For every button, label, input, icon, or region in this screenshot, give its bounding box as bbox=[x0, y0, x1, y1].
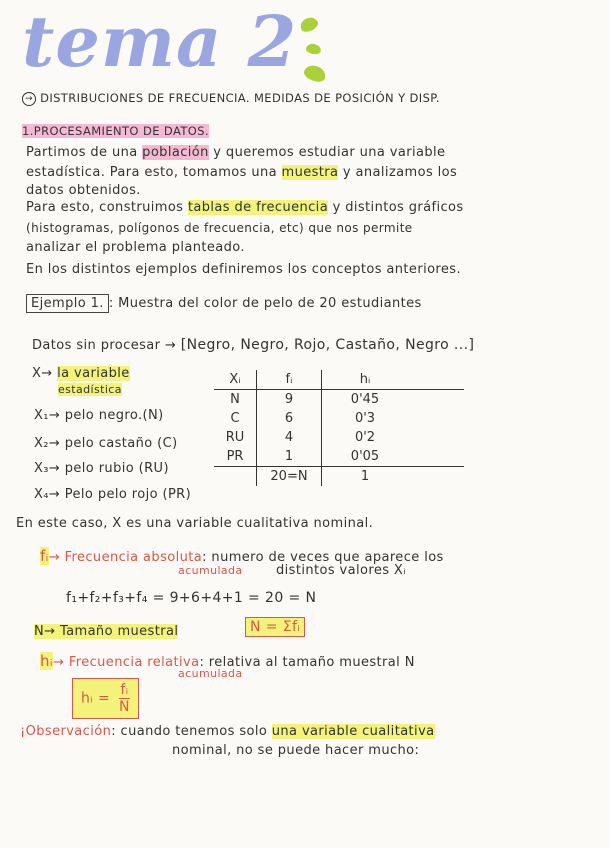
sum-equation: f₁+f₂+f₃+f₄ = 9+6+4+1 = 20 = N bbox=[66, 590, 317, 606]
example-label: Ejemplo 1. bbox=[26, 294, 109, 313]
table-row: N 9 0'45 bbox=[214, 390, 464, 410]
paragraph-1-line-1: Partimos de una población y queremos estudiar una variable bbox=[26, 145, 446, 160]
observation-line-2: nominal, no se puede hacer mucho: bbox=[172, 743, 420, 758]
n-formula: N = Σfᵢ bbox=[245, 619, 305, 635]
example-desc: : Muestra del color de pelo de 20 estudiantes bbox=[108, 296, 422, 311]
table-header: Xᵢ bbox=[214, 370, 257, 390]
fi-text-2: distintos valores Xᵢ bbox=[276, 563, 406, 578]
paragraph-1-line-2: estadística. Para esto, tomamos una muestra y analizamos los bbox=[26, 165, 458, 180]
hi-formula: hᵢ = $\frac{\text{fᵢ}}{N}$ bbox=[72, 678, 139, 719]
hi-sub: acumulada bbox=[178, 667, 243, 680]
example-heading bbox=[26, 296, 422, 311]
list-item: X₂→ pelo castaño (C) bbox=[34, 436, 178, 451]
paragraph-1-line-3: datos obtenidos. bbox=[26, 183, 141, 198]
observation: ¡Observación: cuando tenemos solo una variable cualitativa bbox=[20, 724, 435, 739]
fi-sub: acumulada bbox=[178, 564, 243, 577]
list-item: X₄→ Pelo pelo rojo (PR) bbox=[34, 487, 192, 502]
frequency-table bbox=[214, 370, 464, 486]
table-row: RU 4 0'2 bbox=[214, 428, 464, 447]
page-title: tema 2 bbox=[22, 0, 298, 83]
table-row: PR 1 0'05 bbox=[214, 447, 464, 467]
n-definition: N→ Tamaño muestral bbox=[34, 624, 179, 639]
case-note: En este caso, X es una variable cualitativa nominal. bbox=[16, 516, 374, 531]
hi-definition: hᵢ→ Frecuencia relativa: relativa al tamaño muestral N bbox=[40, 652, 415, 670]
table-header: fᵢ bbox=[257, 370, 322, 390]
paragraph-2-line-2: (histogramas, polígonos de frecuencia, etc) que nos permite bbox=[26, 221, 413, 235]
subtitle: DISTRIBUCIONES DE FRECUENCIA. MEDIDAS DE POSICIÓN Y DISP. bbox=[40, 91, 440, 105]
variable-definition: X→ la variable bbox=[32, 366, 130, 381]
paragraph-3: En los distintos ejemplos definiremos los conceptos anteriores. bbox=[26, 262, 461, 277]
table-total-row: 20=N 1 bbox=[214, 467, 464, 487]
section-heading: 1.PROCESAMIENTO DE DATOS. bbox=[22, 124, 209, 138]
table-row: C 6 0'3 bbox=[214, 409, 464, 428]
variable-definition-2: estadística bbox=[58, 383, 122, 396]
fi-definition: fᵢ→ Frecuencia absoluta: numero de veces que aparece los bbox=[40, 547, 444, 565]
raw-data: Datos sin procesar → [Negro, Negro, Rojo, Castaño, Negro ...] bbox=[32, 337, 475, 353]
list-item: X₁→ pelo negro.(N) bbox=[34, 408, 164, 423]
table-header: hᵢ bbox=[322, 370, 409, 390]
paragraph-2-line-3: analizar el problema planteado. bbox=[26, 240, 245, 255]
arrow-circle-icon: → bbox=[22, 92, 36, 106]
subtitle-row bbox=[22, 91, 440, 106]
paragraph-2-line-1: Para esto, construimos tablas de frecuencia y distintos gráficos bbox=[26, 200, 464, 215]
list-item: X₃→ pelo rubio (RU) bbox=[34, 461, 169, 476]
